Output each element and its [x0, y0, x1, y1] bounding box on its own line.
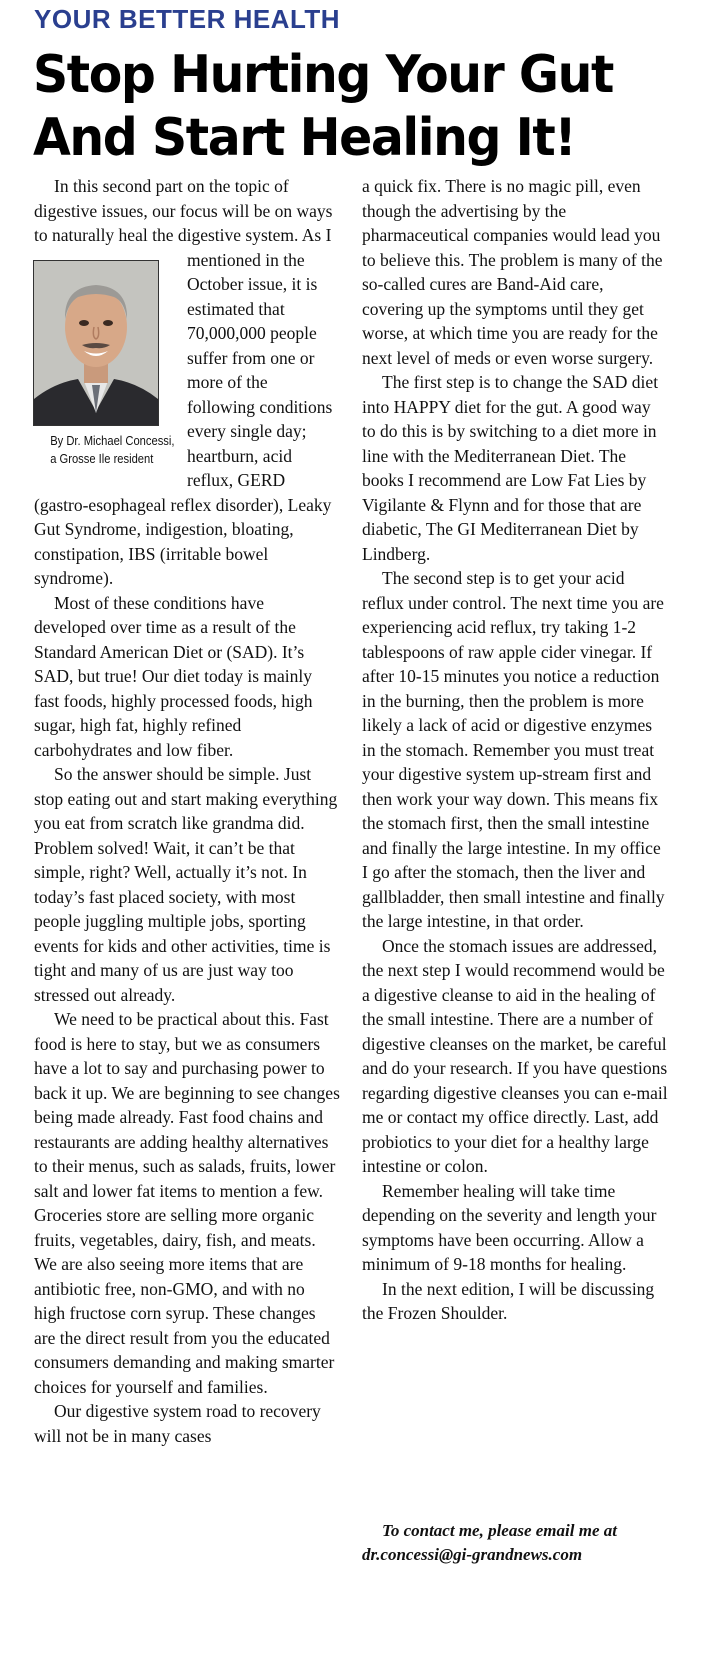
author-portrait-icon — [34, 261, 158, 425]
byline-name: By Dr. Michael Concessi, — [50, 432, 175, 448]
contact-line: To contact me, please email me at — [382, 1521, 617, 1540]
byline-residence: a Grosse Ile resident — [50, 450, 154, 466]
left-column — [34, 174, 340, 1448]
paragraph-be-practical: We need to be practical about this. Fast food is here to stay, but we as consumers have a lot to say and purchasing power to back it up. We are beginning to see changes being made already. Fast food chains and restaurants are adding healthy alternatives to their menus, such as salads, fruits, lower salt and lower fat items to mention a few. Groceries store are selling more organic fruits, vegetables, dairy, fish, and meats. We are also seeing more items that are antibiotic free, non-GMO, and with no high fructose corn syrup. These changes are the direct result from you the educated consumers demanding and making smarter choices for yourself and families. — [34, 1009, 340, 1397]
intro-part-b: the October issue, it is estimated that 70,000,000 people suffer from one or more of the following conditions every single day; heartburn, acid reflux, GERD (gastro-esophageal reflex disorder), Leaky Gut Syndrome, indigestion, bloating, constipation, IBS (irritable bowel syndrome). — [34, 249, 333, 588]
author-byline — [33, 432, 181, 468]
intro-paragraph — [34, 174, 340, 591]
headline — [33, 44, 672, 170]
headline-line-2: And Start Healing It! — [33, 108, 576, 168]
paragraph-second-step: The second step is to get your acid reflux under control. The next time you are experiencing acid reflux, try taking 1-2 tablespoons of raw apple cider vinegar. If after 10-15 minutes you notice a reduction in the burning, then the problem is more likely a lack of acid or digestive enzymes in the stomach. Remember you must treat your digestive system up-stream first and then work your way down. This means fix the stomach first, then the small intestine and finally the large intestine. In my office I go after the stomach, then the liver and gallbladder, then small intestine and finally the large intestine, in that order. — [362, 568, 665, 931]
contact-info — [362, 1519, 682, 1567]
intro-part-a: In this second part on the topic of digestive issues, our focus will be on ways to naturally heal the digestive system. As I mentioned in — [34, 176, 333, 270]
paragraph-first-step: The first step is to change the SAD diet into HAPPY diet for the gut. A good way to do this is by switching to a diet more in line with the Mediterranean Diet. The books I recommend are Low Fat Lies by Vigilante & Flynn and for those that are diabetic, The GI Mediterranean Diet by Lindberg. — [362, 372, 659, 564]
paragraph-quick-fix: a quick fix. There is no magic pill, even though the advertising by the pharmaceutical companies would lead you to believe this. The problem is many of the so-called cures are Band-Aid care, covering up the symptoms until they get worse, at which time you are ready for the next level of meds or even worse surgery. — [362, 176, 663, 368]
paragraph-healing-time: Remember healing will take time depending on the severity and length your symptoms have been occurring. Allow a minimum of 9-18 months for healing. — [362, 1180, 657, 1274]
section-label: YOUR BETTER HEALTH — [34, 4, 341, 34]
contact-email-link[interactable]: dr.concessi@gi-grandnews.com — [362, 1545, 583, 1564]
paragraph-digestive-cleanse: Once the stomach issues are addressed, the next step I would recommend would be a digestive cleanse to aid in the healing of the small intestine. There are a number of digestive cleanses on the market, be careful and do your research. If you have questions regarding digestive cleanses you can e-mail me or contact my office directly. Last, add probiotics to your diet for a healthy large intestine or colon. — [362, 935, 668, 1176]
author-photo — [33, 260, 159, 426]
headline-line-1: Stop Hurting Your Gut — [33, 45, 613, 105]
right-column — [362, 174, 668, 1326]
author-box — [33, 260, 181, 468]
paragraph-road-to-recovery: Our digestive system road to recovery will not be in many cases — [34, 1401, 321, 1446]
paragraph-next-edition: In the next edition, I will be discussing the Frozen Shoulder. — [362, 1278, 655, 1323]
paragraph-simple-answer: So the answer should be simple. Just stop eating out and start making everything you eat from scratch like grandma did. Problem solved! Wait, it can’t be that simple, right? Well, actually it’s not. In today’s fast placed society, with most people juggling multiple jobs, sporting events for kids and other activities, time is tight and many of us are just way too stressed out already. — [34, 764, 338, 1005]
paragraph-sad-diet: Most of these conditions have developed over time as a result of the Standard American Diet or (SAD). It’s SAD, but true! Our diet today is mainly fast foods, highly processed foods, high sugar, high fat, highly refined carbohydrates and low fiber. — [34, 592, 313, 760]
